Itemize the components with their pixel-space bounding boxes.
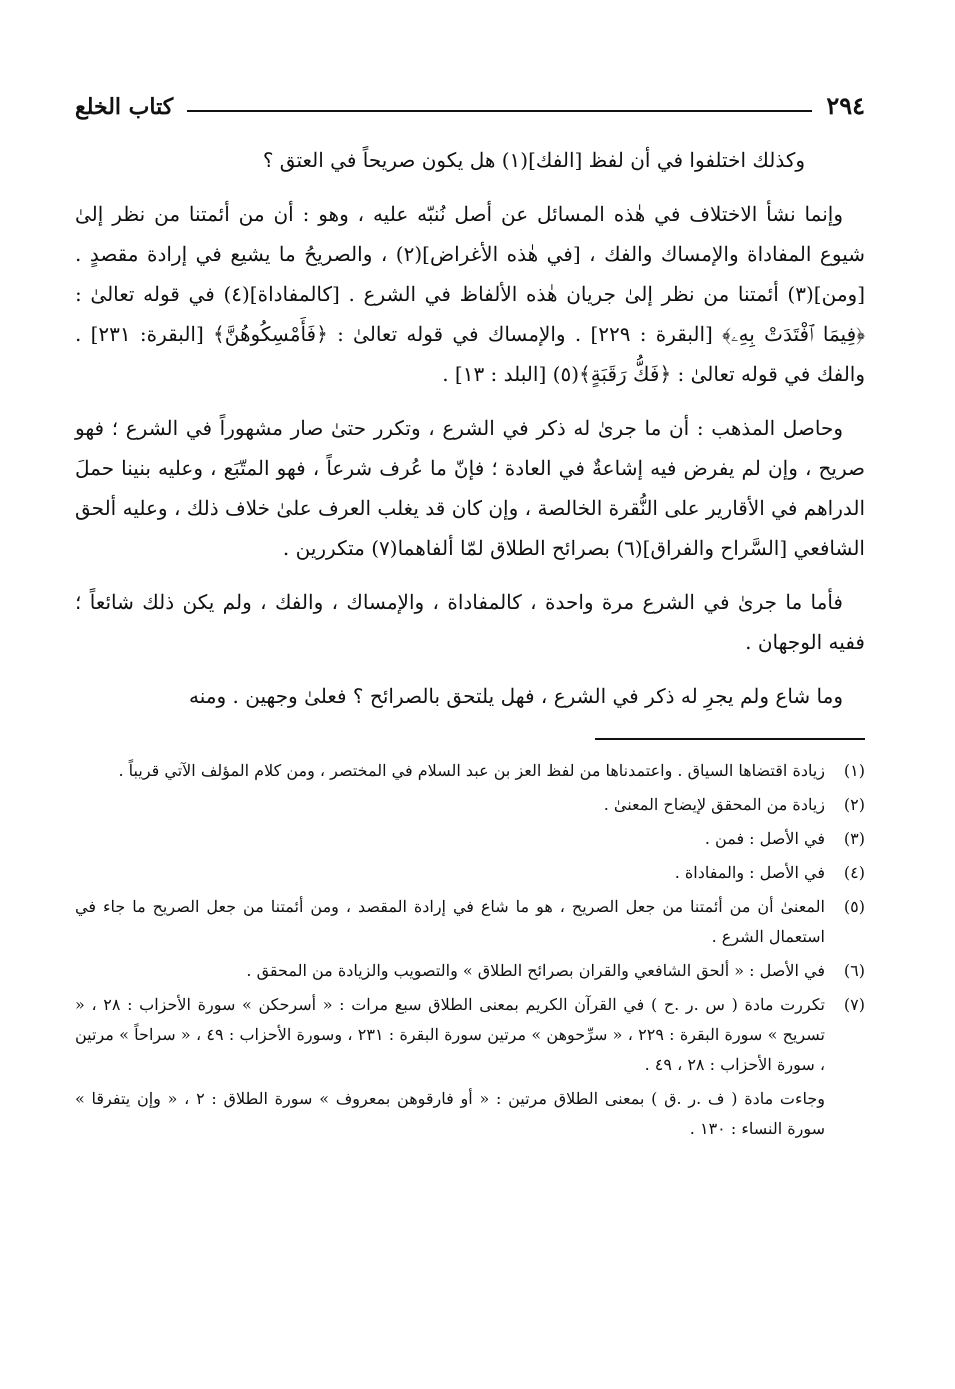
footnote [75,990,865,1080]
paragraph: وإنما نشأ الاختلاف في هٰذه المسائل عن أصل نُنبّه عليه ، وهو : أن من أئمتنا من نظر إلىٰ شيوع المفاداة والإمساك والفك ، [في هٰذه الأغراض](٢) ، والصريحُ ما يشيع في إرادة مقصدٍ . [ومن](٣) أئمتنا من نظر إلىٰ جريان هٰذه الألفاظ في الشرع . [كالمفاداة](٤) في قوله تعالىٰ : ﴿فِيمَا ٱفْتَدَتْ بِهِۦ﴾ [البقرة : ٢٢٩] . والإمساك في قوله تعالىٰ : ﴿فَأَمْسِكُوهُنَّ﴾ [البقرة: ٢٣١] . والفك في قوله تعالىٰ : ﴿فَكُّ رَقَبَةٍ﴾(٥) [البلد : ١٣] . [75,202,866,386]
footnote-number: (١) [843,761,865,780]
book-title: كتاب الخلع [75,94,174,120]
footnote-text: تكررت مادة ( س .ر .ح ) في القرآن الكريم بمعنى الطلاق سبع مرات : « أسرحكن » سورة الأحزاب : ٢٨ ، « تسريح » سورة البقرة : ٢٢٩ ، « سرِّحوهن » مرتين سورة البقرة : ٢٣١ ، وسورة الأحزاب : ٤٩ ، « سراحاً » مرتين ، سورة الأحزاب : ٢٨ ، ٤٩ . [75,995,825,1074]
header-rule [187,110,812,112]
footnote-text: زيادة اقتضاها السياق . واعتمدناها من لفظ العز بن عبد السلام في المختصر ، ومن كلام المؤلف الآتي قريباً . [118,761,825,780]
paragraph: وكذلك اختلفوا في أن لفظ [الفك](١) هل يكون صريحاً في العتق ؟ [262,148,805,172]
footnote-number: (٣) [843,829,865,848]
paragraph: فأما ما جرىٰ في الشرع مرة واحدة ، كالمفاداة ، والإمساك ، والفك ، ولم يكن ذلك شائعاً ؛ ففيه الوجهان . [75,590,865,654]
footnote-number: (٢) [843,795,865,814]
footnote [75,858,865,888]
main-text [75,140,865,716]
book-page [75,78,865,1144]
paragraph: وحاصل المذهب : أن ما جرىٰ له ذكر في الشرع ، وتكرر حتىٰ صار مشهوراً في الشرع ؛ فهو صريح ، وإن لم يفرض فيه إشاعةٌ في العادة ؛ فإنّ ما عُرف شرعاً ، فهو المتّبَع ، وعليه بنينا حملَ الدراهم في الأقارير على النُّقرة الخالصة ، وإن كان قد يغلب العرف علىٰ خلاف ذلك ، وعليه ألحق الشافعي [السَّراح والفراق](٦) بصرائح الطلاق لمّا ألفاهما(٧) متكررين . [75,416,865,560]
running-header [75,78,865,120]
page-number: ٢٩٤ [826,91,865,120]
footnote-number: (٧) [843,995,865,1014]
footnote-text: زيادة من المحقق لإيضاح المعنىٰ . [603,795,825,814]
footnote-separator [595,738,865,740]
footnote [75,956,865,986]
footnote-continuation: وجاءت مادة ( ف .ر .ق ) بمعنى الطلاق مرتين : « أو فارقوهن بمعروف » سورة الطلاق : ٢ ، « وإن يتفرقا » سورة النساء : ١٣٠ . [75,1089,825,1138]
footnote-text: في الأصل : فمن . [704,829,825,848]
footnote-number: (٦) [843,961,865,980]
footnote [75,892,865,952]
paragraph: وما شاع ولم يجرِ له ذكر في الشرع ، فهل يلتحق بالصرائح ؟ فعلىٰ وجهين . ومنه [189,684,843,708]
footnote [75,790,865,820]
footnote-number: (٥) [843,897,865,916]
footnote [75,824,865,854]
footnote [75,756,865,786]
footnotes [75,756,865,1144]
footnote-text: في الأصل : والمفاداة . [674,863,825,882]
footnote-text: المعنىٰ أن من أئمتنا من جعل الصريح ، هو ما شاع في إرادة المقصد ، ومن أئمتنا من جعل الصريح ما جاء في استعمال الشرع . [75,897,825,946]
footnote-number: (٤) [843,863,865,882]
footnote-text: في الأصل : « ألحق الشافعي والقران بصرائح الطلاق » والتصويب والزيادة من المحقق . [246,961,825,980]
